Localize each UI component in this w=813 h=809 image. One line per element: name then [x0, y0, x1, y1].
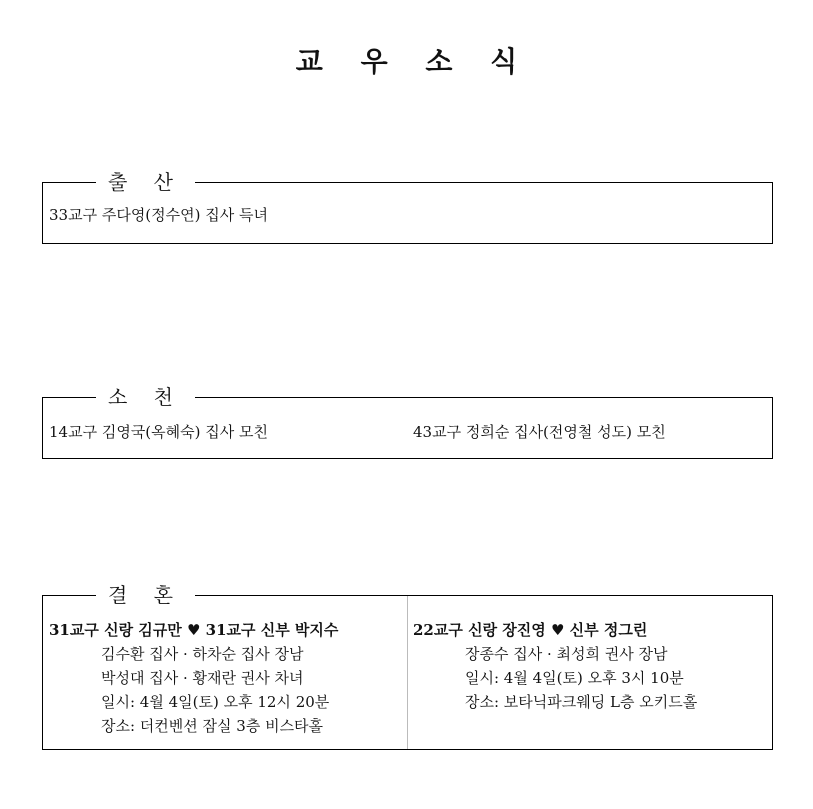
- wedding-left-line: 김수환 집사 · 하차순 집사 장남: [101, 645, 304, 663]
- wedding-left-heading: 31교구 신랑 김규만 ♥ 31교구 신부 박지수: [49, 621, 339, 639]
- wedding-divider: [407, 596, 408, 749]
- wedding-right-line: 일시: 4월 4일(토) 오후 3시 10분: [465, 669, 684, 687]
- wedding-right-heading: 22교구 신랑 장진영 ♥ 신부 정그린: [413, 621, 648, 639]
- wedding-right-line: 장종수 집사 · 최성희 권사 장남: [465, 645, 668, 663]
- wedding-section: [42, 595, 773, 750]
- birth-item: 33교구 주다영(정수연) 집사 득녀: [49, 206, 268, 224]
- wedding-left-line: 일시: 4월 4일(토) 오후 12시 20분: [101, 693, 330, 711]
- death-item: 14교구 김영국(옥혜숙) 집사 모친: [49, 423, 268, 441]
- page-title: 교 우 소 식: [295, 45, 532, 78]
- wedding-right-line: 장소: 보타닉파크웨딩 L층 오키드홀: [465, 693, 698, 711]
- wedding-left-line: 박성대 집사 · 황재란 권사 차녀: [101, 669, 304, 687]
- death-item: 43교구 정희순 집사(전영철 성도) 모친: [413, 423, 666, 441]
- birth-section-label: 출 산: [96, 169, 195, 195]
- wedding-section-label: 결 혼: [96, 582, 195, 608]
- wedding-left-line: 장소: 더컨벤션 잠실 3층 비스타홀: [101, 717, 324, 735]
- death-section-label: 소 천: [96, 384, 195, 410]
